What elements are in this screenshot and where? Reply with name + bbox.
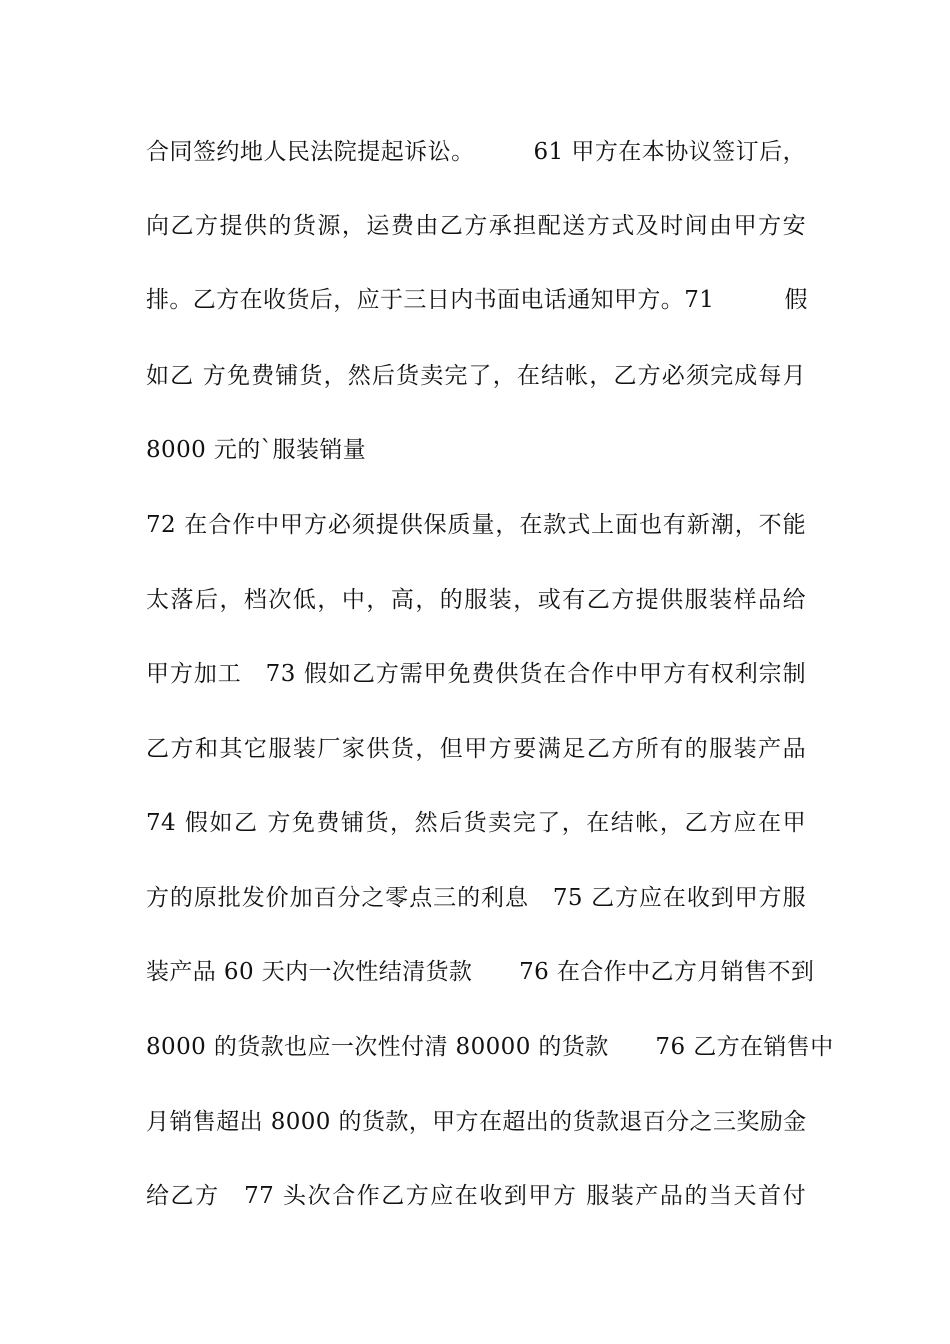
text-line: 向乙方提供的货源，运费由乙方承担配送方式及时间由甲方安 xyxy=(146,213,806,239)
text-line: 合同签约地人民法院提起诉讼。 61 甲方在本协议签订后， xyxy=(146,139,806,165)
text-line: 8000 的货款也应一次性付清 80000 的货款 76 乙方在销售中 xyxy=(146,1034,834,1060)
text-line: 如乙 方免费铺货，然后货卖完了，在结帐，乙方必须完成每月 xyxy=(146,363,806,389)
text-line: 甲方加工 73 假如乙方需甲免费供货在合作中甲方有权利宗制 xyxy=(146,661,806,687)
text-line: 给乙方 77 头次合作乙方应在收到甲方 服装产品的当天首付 xyxy=(146,1183,806,1209)
text-line: 方的原批发价加百分之零点三的利息 75 乙方应在收到甲方服 xyxy=(146,885,806,911)
text-line: 74 假如乙 方免费铺货，然后货卖完了，在结帐，乙方应在甲 xyxy=(146,810,806,836)
text-line: 排。乙方在收货后，应于三日内书面电话通知甲方。71 假 xyxy=(146,287,808,313)
text-line: 太落后，档次低，中，高，的服装，或有乙方提供服装样品给 xyxy=(146,587,806,613)
text-line: 月销售超出 8000 的货款，甲方在超出的货款退百分之三奖励金 xyxy=(146,1109,807,1135)
text-line: 72 在合作中甲方必须提供保质量，在款式上面也有新潮，不能 xyxy=(146,512,806,538)
text-line: 装产品 60 天内一次性结清货款 76 在合作中乙方月销售不到 xyxy=(146,959,815,985)
text-line: 乙方和其它服装厂家供货，但甲方要满足乙方所有的服装产品 xyxy=(146,736,806,762)
text-line: 8000 元的`服装销量 xyxy=(146,437,367,463)
